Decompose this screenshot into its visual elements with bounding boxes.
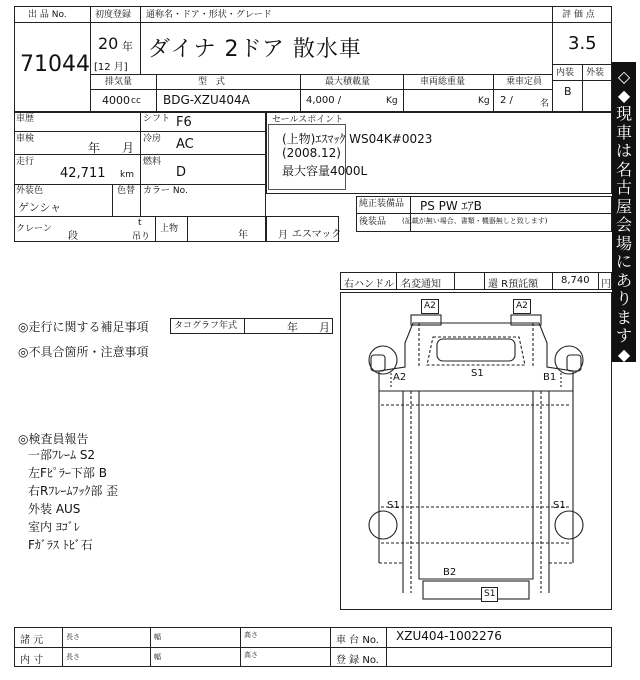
banner-char: 屋 <box>615 196 632 216</box>
inspector-line: 一部ﾌﾚｰﾑ S2 <box>28 448 96 462</box>
banner-char: は <box>615 141 632 160</box>
defect-label: ◎不具合箇所・注意事項 <box>18 345 149 359</box>
tacho-label: タコグラフ年式 <box>174 321 238 331</box>
mileage-label: 走行 <box>16 157 35 167</box>
sales-label: セールスポイント <box>272 115 344 125</box>
location-banner <box>612 62 636 382</box>
fuel-label: 燃料 <box>143 157 162 167</box>
ac-value: AC <box>176 137 194 152</box>
chassis-label: 車 台 No. <box>336 635 379 646</box>
interior-label: 内装 <box>556 68 575 78</box>
upper-value: エスマック <box>292 229 342 240</box>
exterior-label: 外装 <box>586 68 605 78</box>
history-label: 車歴 <box>16 114 35 124</box>
shift-label: シフト <box>143 114 171 124</box>
chassis-value: XZU404-1002276 <box>396 629 502 643</box>
insp-month-unit: 月 <box>122 141 135 155</box>
banner-char: ま <box>615 307 632 327</box>
dimension-label: 内 寸 <box>20 655 44 666</box>
banner-char: ◇ <box>617 363 631 382</box>
score-value: 3.5 <box>568 33 597 54</box>
damage-tag: A2 <box>513 299 531 314</box>
tax-value: 8,740 <box>561 275 590 286</box>
cc-unit: cc <box>131 96 141 106</box>
banner-char: に <box>615 252 632 271</box>
truck-outline-diagram <box>341 293 611 609</box>
banner-char: 車 <box>615 122 632 142</box>
damage-tag: A2 <box>421 299 439 314</box>
shift-value: F6 <box>176 115 192 130</box>
width-label: 幅 <box>154 633 161 641</box>
handle-side: 右ハンドル <box>344 279 394 290</box>
banner-char: 場 <box>615 233 632 253</box>
color-no-label: カラー No. <box>143 186 188 196</box>
name-change-label: 名変通知 <box>401 279 441 290</box>
type-label: 型 式 <box>198 77 228 87</box>
after-market-note: (記載が無い場合、書類・機器無しと致します) <box>402 217 548 225</box>
inspection-label: 車検 <box>16 134 35 144</box>
mileage-value: 42,711 <box>60 166 106 181</box>
cc-value: 4000 <box>102 94 130 107</box>
inspector-line: 左Fﾋﾟﾗｰ下部 B <box>28 466 107 480</box>
inspector-label: ◎検査員報告 <box>18 432 89 446</box>
ac-label: 冷房 <box>143 134 162 144</box>
inspector-line: 室内 ﾖｺﾞﾚ <box>28 520 80 534</box>
banner-char: り <box>615 289 632 308</box>
height-label: 高さ <box>244 631 258 639</box>
sales-line-2: (2008.12) <box>282 146 341 160</box>
mileage-unit: km <box>120 170 134 180</box>
load-label: 最大積載量 <box>325 77 371 87</box>
inspector-line: 外装 AUS <box>28 502 81 516</box>
first-reg-month: [12 月] <box>94 62 128 73</box>
tax-label: 還 R預託額 <box>488 279 539 290</box>
tacho-month-unit: 月 <box>319 321 330 334</box>
capacity-value: 2 / <box>500 95 513 106</box>
insp-year-unit: 年 <box>88 141 101 155</box>
cc-label: 排気量 <box>105 77 133 87</box>
upper-year-unit: 年 <box>238 230 248 241</box>
vehicle-diagram <box>340 292 612 610</box>
color-label: 外装色 <box>16 186 44 196</box>
driving-notes-label: ◎走行に関する補足事項 <box>18 320 149 334</box>
banner-char: 現 <box>615 104 632 123</box>
banner-char: す <box>615 326 632 345</box>
length-label: 長さ <box>66 633 80 641</box>
damage-mark: S1 <box>553 500 566 511</box>
banner-char: 会 <box>615 215 632 234</box>
crane-ton-unit: t <box>138 218 142 228</box>
crane-label: クレーン <box>16 224 52 234</box>
width-label: 幅 <box>154 653 161 661</box>
gvw-label: 車両総重量 <box>420 77 466 87</box>
damage-mark: S1 <box>471 368 484 379</box>
lot-label: 出 品 No. <box>28 10 67 20</box>
model-name: ダイナ 2ドア 散水車 <box>148 37 362 62</box>
score-label: 評 価 点 <box>562 10 595 20</box>
year-unit: 年 <box>122 40 133 53</box>
damage-mark: S1 <box>387 500 400 511</box>
tax-unit: 円 <box>601 279 611 290</box>
length-label: 長さ <box>66 653 80 661</box>
damage-tag: S1 <box>481 587 498 602</box>
load-unit: Kg <box>386 96 398 106</box>
damage-mark: A2 <box>393 372 407 383</box>
capacity-label: 乗車定員 <box>506 77 543 87</box>
first-reg-year: 20 <box>98 34 119 53</box>
interior-grade: B <box>564 85 572 98</box>
inspector-line: 右Rﾌﾚｰﾑﾌｯｸ部 歪 <box>28 484 119 498</box>
banner-char: ◆ <box>617 344 631 364</box>
color-value: ゲンシャ <box>18 201 62 214</box>
banner-char: あ <box>615 270 632 290</box>
banner-char: 名 <box>615 159 632 179</box>
banner-char: ◇ <box>617 67 631 86</box>
sales-line-1: (上物)ｴｽﾏｯｸ WS04K#0023 <box>282 132 433 146</box>
tacho-year-unit: 年 <box>287 321 298 334</box>
gvw-unit: Kg <box>478 96 490 106</box>
capacity-unit: 名 <box>540 99 550 109</box>
damage-mark: B1 <box>543 372 557 383</box>
first-reg-label: 初度登録 <box>95 10 132 20</box>
upper-label: 上物 <box>160 224 179 234</box>
registration-label: 登 録 No. <box>336 655 379 666</box>
after-market-label: 後装品 <box>359 217 387 227</box>
spec-label: 諸 元 <box>20 635 44 646</box>
load-value: 4,000 / <box>306 95 342 106</box>
crane-lift-unit: 吊り <box>132 232 151 242</box>
equipment-value: PS PW ｴｱB <box>420 199 482 213</box>
type-value: BDG-XZU404A <box>163 93 250 107</box>
damage-mark: B2 <box>443 567 457 578</box>
height-label: 高さ <box>244 651 258 659</box>
upper-month-unit: 月 <box>278 230 288 241</box>
banner-char: ◆ <box>617 85 631 105</box>
equipment-label: 純正装備品 <box>359 199 405 209</box>
fuel-value: D <box>176 165 187 180</box>
color-change-label: 色替 <box>117 186 136 196</box>
model-label: 通称名・ドア・形状・グレード <box>146 10 272 20</box>
inspector-line: Fｶﾞﾗｽ ﾄﾋﾞ石 <box>28 538 93 552</box>
sales-line-3: 最大容量4000L <box>282 164 368 178</box>
crane-stage-unit: 段 <box>68 231 78 242</box>
lot-number: 71044 <box>20 52 90 77</box>
banner-char: 古 <box>615 178 632 197</box>
